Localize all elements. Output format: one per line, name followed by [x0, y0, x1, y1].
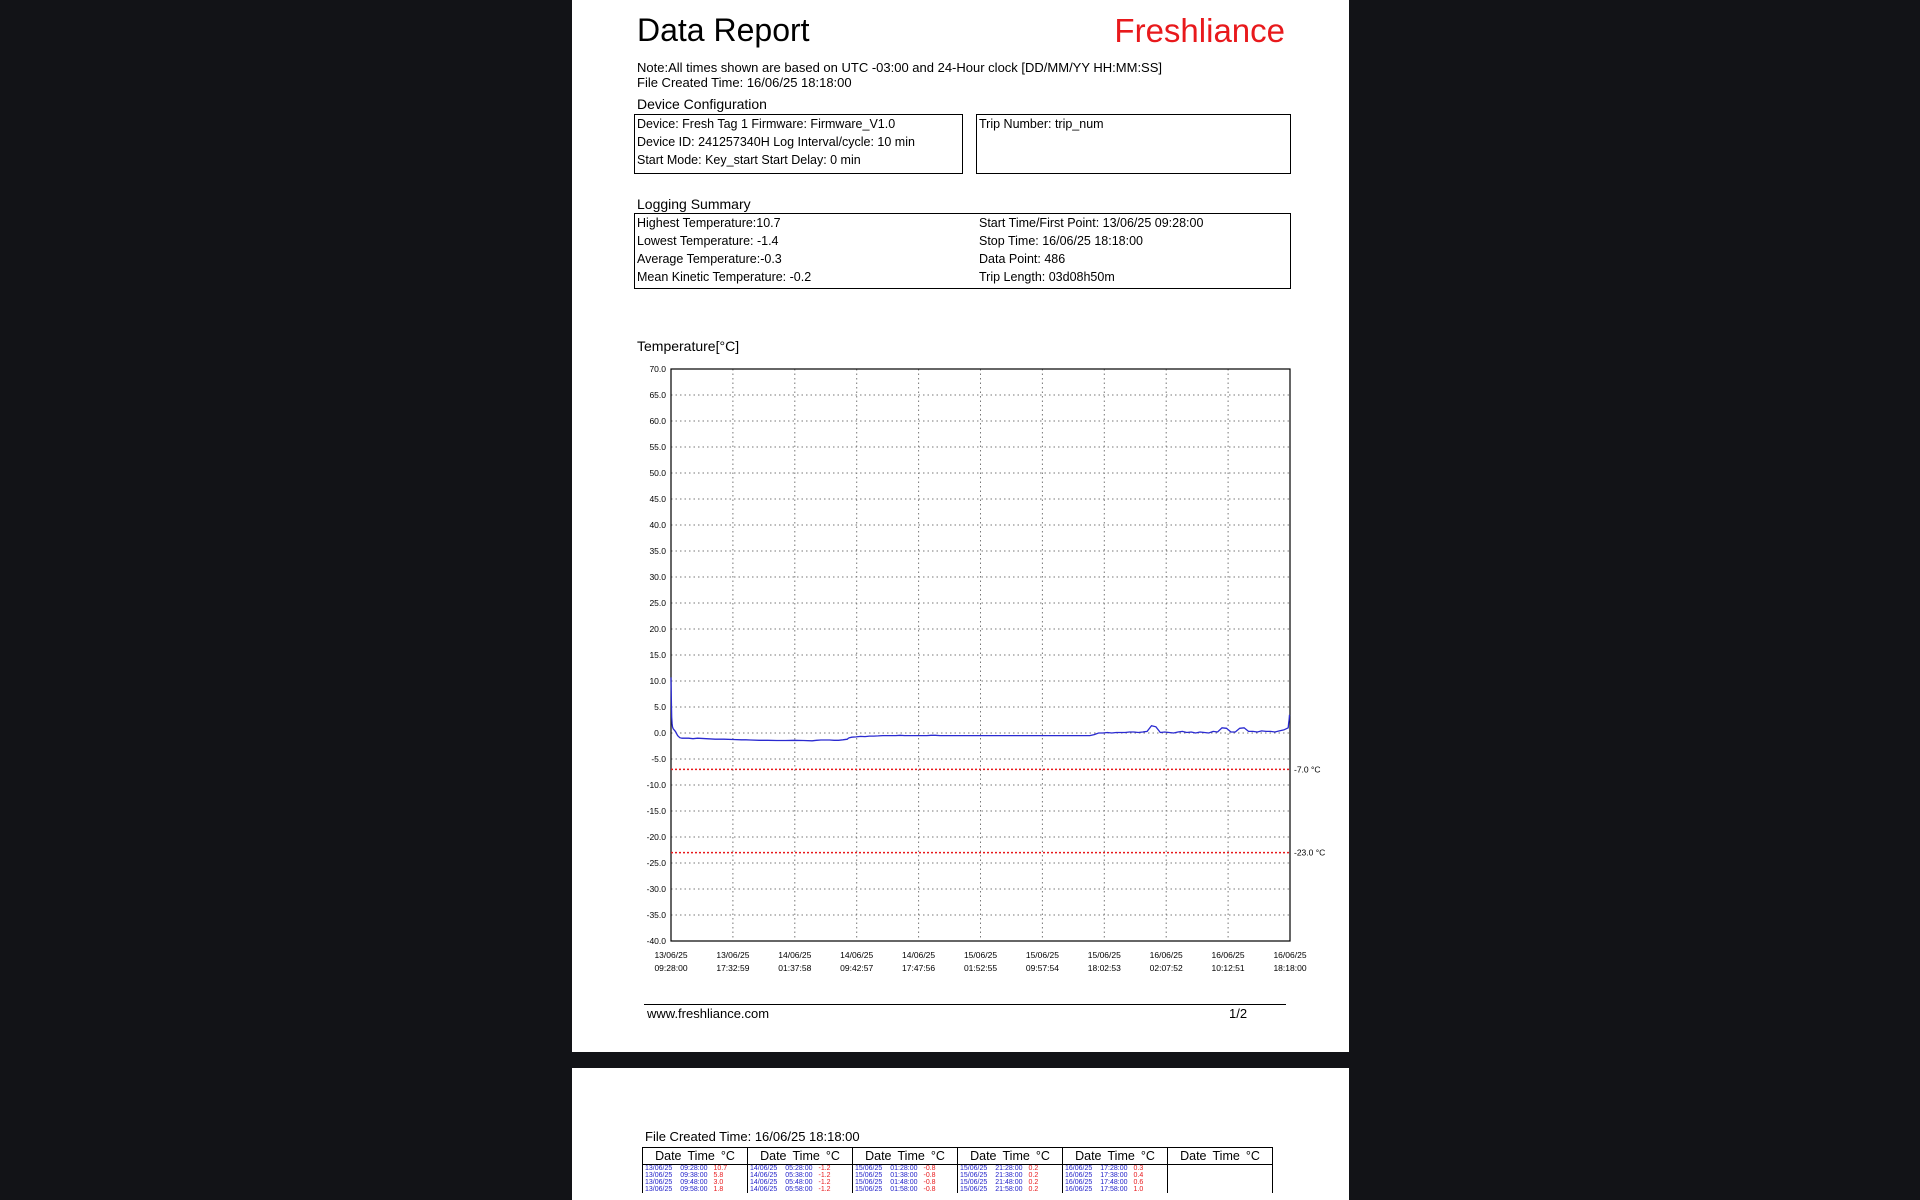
x-tick-time: 01:37:58 [778, 963, 812, 973]
row-time: 09:38:00 [680, 1172, 708, 1179]
row-time: 01:48:00 [890, 1179, 918, 1186]
table-column-header [958, 1148, 1063, 1165]
y-tick-label: 70.0 [649, 364, 666, 374]
row-value: 0.2 [1028, 1165, 1039, 1172]
table-row [1065, 1165, 1165, 1172]
table-column [853, 1165, 958, 1194]
summary-start-time: Start Time/First Point: 13/06/25 09:28:00 [979, 216, 1204, 230]
y-tick-label: 60.0 [649, 416, 666, 426]
row-time: 01:38:00 [890, 1172, 918, 1179]
row-time: 01:58:00 [890, 1186, 918, 1193]
table-row [855, 1179, 955, 1186]
row-value: 0.2 [1028, 1186, 1039, 1193]
table-column-header [1168, 1148, 1273, 1165]
x-tick-date: 13/06/25 [654, 950, 688, 960]
x-tick-date: 13/06/25 [716, 950, 750, 960]
header-time: Time [687, 1149, 715, 1163]
row-time: 17:48:00 [1100, 1179, 1128, 1186]
table-column [1168, 1165, 1273, 1194]
x-tick-time: 09:42:57 [840, 963, 874, 973]
x-tick-date: 15/06/25 [1025, 950, 1059, 960]
table-column [748, 1165, 853, 1194]
table-row [645, 1172, 745, 1179]
summary-mkt: Mean Kinetic Temperature: -0.2 [637, 270, 812, 284]
x-tick-date: 14/06/25 [840, 950, 874, 960]
y-tick-label: -35.0 [646, 910, 666, 920]
table-row [960, 1172, 1060, 1179]
header-unit: °C [1035, 1149, 1050, 1163]
report-page-1 [572, 0, 1349, 1052]
table-row [855, 1186, 955, 1193]
header-date: Date [760, 1149, 787, 1163]
table-row [855, 1172, 955, 1179]
row-time: 09:48:00 [680, 1179, 708, 1186]
row-date: 15/06/25 [855, 1179, 883, 1186]
x-tick-time: 01:52:55 [963, 963, 998, 973]
y-tick-label: 10.0 [649, 676, 666, 686]
row-time: 21:38:00 [995, 1172, 1023, 1179]
temperature-chart [572, 0, 1349, 980]
row-value: 1.0 [1133, 1186, 1144, 1193]
table-column-header [643, 1148, 748, 1165]
threshold-label: -23.0 °C [1294, 847, 1326, 858]
device-config-heading: Device Configuration [637, 96, 767, 112]
y-tick-label: -10.0 [646, 780, 666, 790]
footer-divider [644, 1004, 1286, 1005]
y-tick-label: -40.0 [646, 936, 666, 946]
row-value: -0.8 [923, 1179, 936, 1186]
device-config-line: Device ID: 241257340H Log Interval/cycle: 10 min [637, 135, 915, 149]
file-created-time: File Created Time: 16/06/25 18:18:00 [637, 75, 852, 90]
row-date: 13/06/25 [645, 1179, 673, 1186]
row-value: -1.2 [818, 1179, 831, 1186]
header-unit: °C [930, 1149, 945, 1163]
row-date: 15/06/25 [960, 1165, 988, 1172]
row-time: 17:28:00 [1100, 1165, 1128, 1172]
y-tick-label: 0.0 [654, 728, 666, 738]
row-time: 05:48:00 [785, 1179, 813, 1186]
header-date: Date [1075, 1149, 1102, 1163]
x-tick-date: 14/06/25 [902, 950, 936, 960]
temperature-series-line [671, 677, 1290, 740]
table-row [960, 1186, 1060, 1193]
summary-trip-length: Trip Length: 03d08h50m [979, 270, 1115, 284]
table-row [750, 1179, 850, 1186]
x-tick-time: 02:07:52 [1149, 963, 1183, 973]
y-tick-label: 50.0 [649, 468, 666, 478]
row-value: -1.2 [818, 1172, 831, 1179]
row-value: 0.6 [1133, 1179, 1144, 1186]
row-time: 05:38:00 [785, 1172, 813, 1179]
y-tick-label: 65.0 [649, 390, 666, 400]
page-number: 1/2 [1229, 1006, 1248, 1021]
report-title: Data Report [637, 12, 810, 48]
footer-url[interactable]: www.freshliance.com [647, 1006, 770, 1021]
table-row [750, 1165, 850, 1172]
row-value: 1.8 [713, 1186, 724, 1193]
row-date: 15/06/25 [960, 1186, 988, 1193]
header-date: Date [1180, 1149, 1207, 1163]
threshold-label: -7.0 °C [1294, 764, 1321, 775]
header-time: Time [1107, 1149, 1135, 1163]
row-value: 5.8 [713, 1172, 724, 1179]
logging-summary-heading: Logging Summary [637, 196, 751, 212]
row-value: -1.2 [818, 1186, 831, 1193]
row-time: 17:58:00 [1100, 1186, 1128, 1193]
row-date: 15/06/25 [855, 1186, 883, 1193]
x-tick-date: 16/06/25 [1149, 950, 1183, 960]
header-date: Date [655, 1149, 682, 1163]
trip-number: Trip Number: trip_num [979, 117, 1104, 131]
brand-logo-text: Freshliance [1114, 12, 1285, 49]
y-tick-label: 15.0 [649, 650, 666, 660]
table-row [645, 1179, 745, 1186]
table-column-header [748, 1148, 853, 1165]
row-value: -0.8 [923, 1186, 936, 1193]
table-row [855, 1165, 955, 1172]
y-tick-label: 20.0 [649, 624, 666, 634]
row-time: 21:28:00 [995, 1165, 1023, 1172]
header-date: Date [970, 1149, 997, 1163]
row-time: 21:58:00 [995, 1186, 1023, 1193]
table-column [643, 1165, 748, 1194]
row-date: 16/06/25 [1065, 1172, 1093, 1179]
y-tick-label: -15.0 [646, 806, 666, 816]
row-date: 14/06/25 [750, 1186, 778, 1193]
row-time: 01:28:00 [890, 1165, 918, 1172]
table-column [1063, 1165, 1168, 1194]
y-tick-label: 30.0 [649, 572, 666, 582]
device-config-line: Start Mode: Key_start Start Delay: 0 min [637, 153, 861, 167]
x-tick-time: 18:02:53 [1087, 963, 1121, 973]
row-time: 09:58:00 [680, 1186, 708, 1193]
row-value: 0.2 [1028, 1172, 1039, 1179]
row-value: -1.2 [818, 1165, 831, 1172]
header-date: Date [865, 1149, 892, 1163]
table-column-header [853, 1148, 958, 1165]
row-value: 0.3 [1133, 1165, 1144, 1172]
x-tick-date: 16/06/25 [1273, 950, 1307, 960]
page2-file-created: File Created Time: 16/06/25 18:18:00 [645, 1129, 860, 1144]
table-row [645, 1186, 745, 1193]
summary-stop-time: Stop Time: 16/06/25 18:18:00 [979, 234, 1144, 248]
table-row [1065, 1186, 1165, 1193]
row-value: 10.7 [713, 1165, 728, 1172]
header-unit: °C [720, 1149, 735, 1163]
table-row [1065, 1172, 1165, 1179]
y-tick-label: 25.0 [649, 598, 666, 608]
table-column-header [1063, 1148, 1168, 1165]
y-tick-label: -30.0 [646, 884, 666, 894]
row-date: 14/06/25 [750, 1179, 778, 1186]
row-date: 14/06/25 [750, 1172, 778, 1179]
y-tick-label: -5.0 [651, 754, 666, 764]
x-tick-time: 09:57:54 [1025, 963, 1059, 973]
header-unit: °C [1245, 1149, 1260, 1163]
row-date: 16/06/25 [1065, 1165, 1093, 1172]
row-value: -0.8 [923, 1165, 936, 1172]
header-time: Time [1212, 1149, 1240, 1163]
row-date: 13/06/25 [645, 1165, 673, 1172]
summary-highest: Highest Temperature:10.7 [637, 216, 781, 230]
x-tick-date: 16/06/25 [1211, 950, 1245, 960]
y-tick-label: 55.0 [649, 442, 666, 452]
row-date: 15/06/25 [855, 1172, 883, 1179]
row-value: 0.2 [1028, 1179, 1039, 1186]
row-time: 17:38:00 [1100, 1172, 1128, 1179]
x-tick-date: 14/06/25 [778, 950, 812, 960]
y-tick-label: 45.0 [649, 494, 666, 504]
x-tick-date: 15/06/25 [963, 950, 998, 960]
row-value: -0.8 [923, 1172, 936, 1179]
header-time: Time [897, 1149, 925, 1163]
table-column [958, 1165, 1063, 1194]
report-page-2 [572, 1068, 1349, 1200]
y-tick-label: 5.0 [654, 702, 666, 712]
header-unit: °C [825, 1149, 840, 1163]
chart-title: Temperature[°C] [637, 338, 740, 354]
row-date: 15/06/25 [855, 1165, 883, 1172]
timezone-note: Note:All times shown are based on UTC -03:00 and 24-Hour clock [DD/MM/YY HH:MM:SS] [637, 60, 1163, 75]
y-tick-label: 40.0 [649, 520, 666, 530]
row-time: 05:28:00 [785, 1165, 813, 1172]
row-date: 13/06/25 [645, 1186, 673, 1193]
table-row [960, 1179, 1060, 1186]
x-tick-time: 17:47:56 [902, 963, 936, 973]
x-tick-time: 17:32:59 [716, 963, 750, 973]
summary-data-point: Data Point: 486 [979, 252, 1066, 266]
row-time: 05:58:00 [785, 1186, 813, 1193]
x-tick-time: 18:18:00 [1273, 963, 1307, 973]
row-value: 3.0 [713, 1179, 724, 1186]
header-time: Time [1002, 1149, 1030, 1163]
table-row [960, 1165, 1060, 1172]
header-unit: °C [1140, 1149, 1155, 1163]
row-time: 09:28:00 [680, 1165, 708, 1172]
row-date: 15/06/25 [960, 1179, 988, 1186]
device-config-line: Device: Fresh Tag 1 Firmware: Firmware_V1.0 [637, 117, 896, 131]
row-date: 14/06/25 [750, 1165, 778, 1172]
row-date: 16/06/25 [1065, 1179, 1093, 1186]
table-row [1065, 1179, 1165, 1186]
row-date: 13/06/25 [645, 1172, 673, 1179]
header-time: Time [792, 1149, 820, 1163]
table-row [645, 1165, 745, 1172]
table-row [750, 1172, 850, 1179]
row-value: 0.4 [1133, 1172, 1144, 1179]
table-row [750, 1186, 850, 1193]
data-points-table [642, 1147, 1273, 1193]
x-tick-date: 15/06/25 [1087, 950, 1121, 960]
y-tick-label: 35.0 [649, 546, 666, 556]
summary-average: Average Temperature:-0.3 [637, 252, 782, 266]
row-date: 16/06/25 [1065, 1186, 1093, 1193]
x-tick-time: 09:28:00 [654, 963, 688, 973]
row-date: 15/06/25 [960, 1172, 988, 1179]
y-tick-label: -25.0 [646, 858, 666, 868]
summary-lowest: Lowest Temperature: -1.4 [637, 234, 779, 248]
x-tick-time: 10:12:51 [1211, 963, 1245, 973]
row-time: 21:48:00 [995, 1179, 1023, 1186]
y-tick-label: -20.0 [646, 832, 666, 842]
